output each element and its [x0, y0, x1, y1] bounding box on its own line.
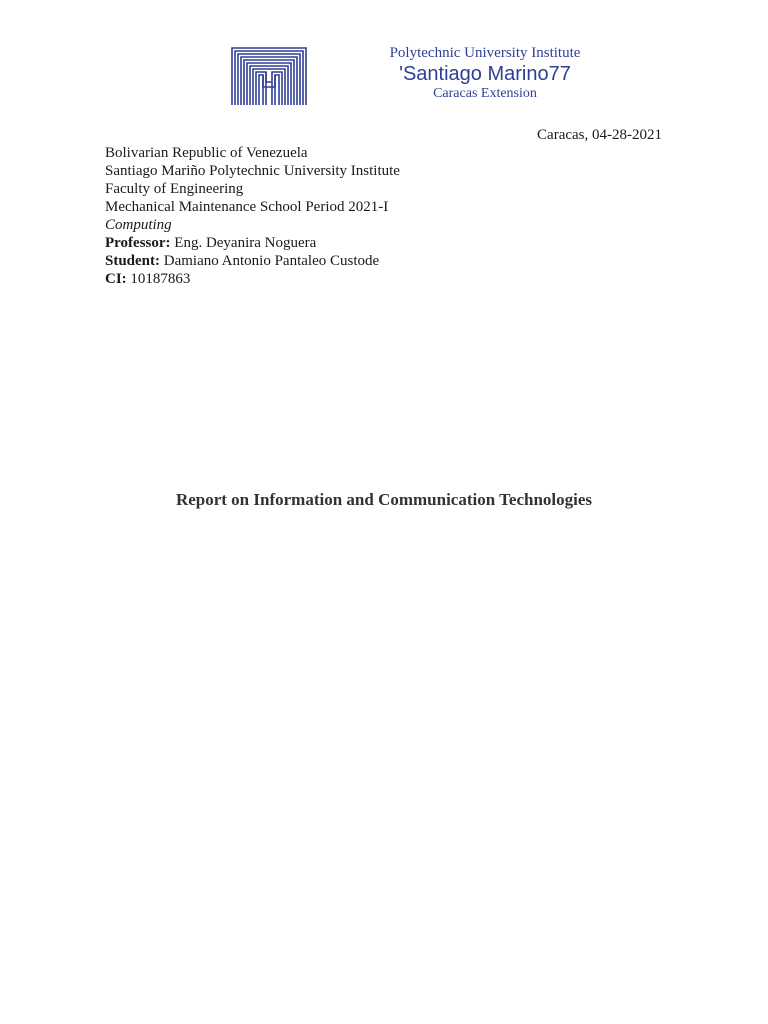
school-line: Mechanical Maintenance School Period 2021-I: [105, 199, 389, 215]
course-line: Computing: [105, 217, 172, 233]
student-info-block: [105, 144, 400, 288]
republic-line: Bolivarian Republic of Venezuela: [105, 145, 308, 161]
ci-value: 10187863: [130, 271, 191, 287]
header-line-3: Caracas Extension: [433, 86, 537, 101]
institute-logo: [231, 47, 307, 105]
header-line-1: Polytechnic University Institute: [389, 45, 581, 61]
report-title: Report on Information and Communication Technologies: [175, 490, 593, 509]
institute-logo-graphic: [231, 47, 307, 105]
institute-line: Santiago Mariño Polytechnic University Institute: [105, 163, 400, 179]
professor-line: [105, 234, 400, 252]
header-line-2: 'Santiago Marino77: [399, 63, 571, 85]
student-line: [105, 252, 400, 270]
professor-value: Eng. Deyanira Noguera: [174, 235, 317, 251]
student-label: Student:: [105, 253, 161, 269]
ci-line: [105, 270, 400, 288]
ci-label: CI:: [105, 271, 127, 287]
document-date: Caracas, 04-28-2021: [537, 127, 662, 143]
student-value: Damiano Antonio Pantaleo Custode: [163, 253, 380, 269]
faculty-line: Faculty of Engineering: [105, 181, 244, 197]
institute-header: [335, 44, 635, 103]
professor-label: Professor:: [105, 235, 171, 251]
